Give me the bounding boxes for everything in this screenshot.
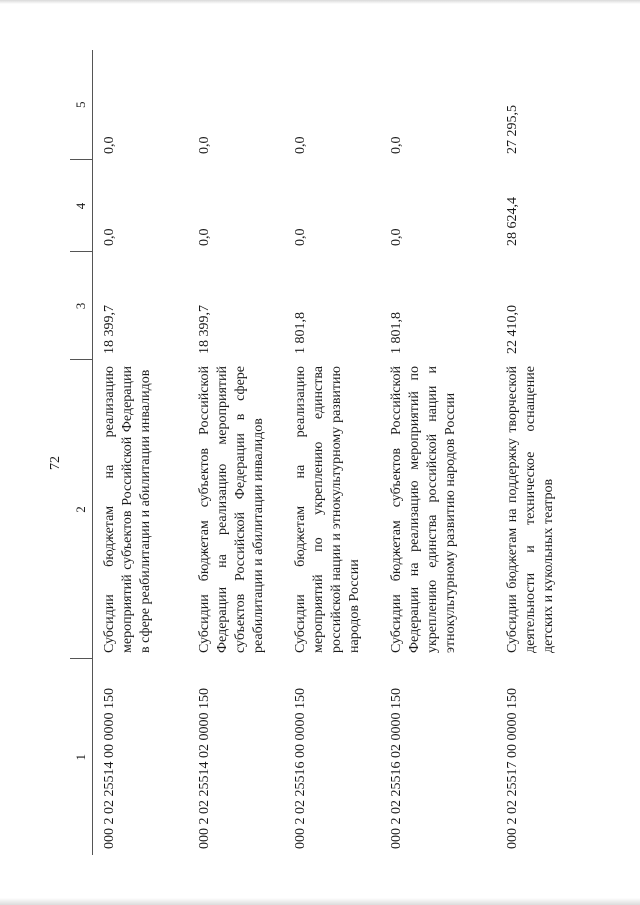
header-col-5: 5 xyxy=(70,50,93,160)
row-col4-value: 0,0 xyxy=(102,228,117,246)
header-col-4: 4 xyxy=(70,160,93,252)
row-col3-value: 22 410,0 xyxy=(505,305,520,354)
row-name: Субсидии бюджетам на реализацию мероприятий субъектов Российской Федерации в сфере реабилитации и абилитации инвалидов xyxy=(102,366,153,653)
row-code: 000 2 02 25517 00 0000 150 xyxy=(505,688,520,849)
row-col4-value: 28 624,4 xyxy=(505,197,520,246)
row-code: 000 2 02 25514 02 0000 150 xyxy=(197,688,212,849)
rotated-table-wrapper xyxy=(70,50,615,855)
row-col4-value: 0,0 xyxy=(389,228,404,246)
scan-edge-bottom xyxy=(0,898,640,905)
row-col3-value: 18 399,7 xyxy=(102,305,117,354)
header-col-1: 1 xyxy=(70,659,93,855)
row-col4-value: 0,0 xyxy=(197,228,212,246)
header-col-3: 3 xyxy=(70,252,93,360)
budget-table xyxy=(70,50,614,855)
row-code: 000 2 02 25516 00 0000 150 xyxy=(293,688,308,849)
table-row xyxy=(380,50,496,855)
row-col5-value: 0,0 xyxy=(197,136,212,154)
row-code: 000 2 02 25514 00 0000 150 xyxy=(102,688,117,849)
row-col5-value: 0,0 xyxy=(102,136,117,154)
table-body xyxy=(93,50,615,855)
table-row xyxy=(284,50,380,855)
header-col-2: 2 xyxy=(70,360,93,659)
page-number: 72 xyxy=(48,456,63,470)
header-row xyxy=(70,50,93,855)
table-row xyxy=(496,50,614,855)
row-name: Субсидии бюджетам на поддержку творческой деятельности и техническое оснащение детских и кукольных театров xyxy=(505,366,556,653)
table-header xyxy=(70,50,93,855)
row-col3-value: 18 399,7 xyxy=(197,305,212,354)
row-code: 000 2 02 25516 02 0000 150 xyxy=(389,688,404,849)
row-name: Субсидии бюджетам на реализацию мероприятий по укреплению единства российской нации и этнокультурному развитию народов России xyxy=(293,366,362,653)
row-col5-value: 0,0 xyxy=(389,136,404,154)
row-col3-value: 1 801,8 xyxy=(293,312,308,354)
table-row xyxy=(188,50,284,855)
row-name: Субсидии бюджетам субъектов Российской Федерации на реализацию мероприятий субъектов Российской Федерации в сфере реабилитации и абилитации инвалидов xyxy=(197,366,266,653)
row-col5-value: 27 295,5 xyxy=(505,105,520,154)
row-col4-value: 0,0 xyxy=(293,228,308,246)
table-row xyxy=(93,50,189,855)
row-col3-value: 1 801,8 xyxy=(389,312,404,354)
scan-edge-top xyxy=(0,0,640,4)
row-name: Субсидии бюджетам субъектов Российской Федерации на реализацию мероприятий по укреплению единства российской нации и этнокультурному развитию народов России xyxy=(389,366,458,653)
row-col5-value: 0,0 xyxy=(293,136,308,154)
